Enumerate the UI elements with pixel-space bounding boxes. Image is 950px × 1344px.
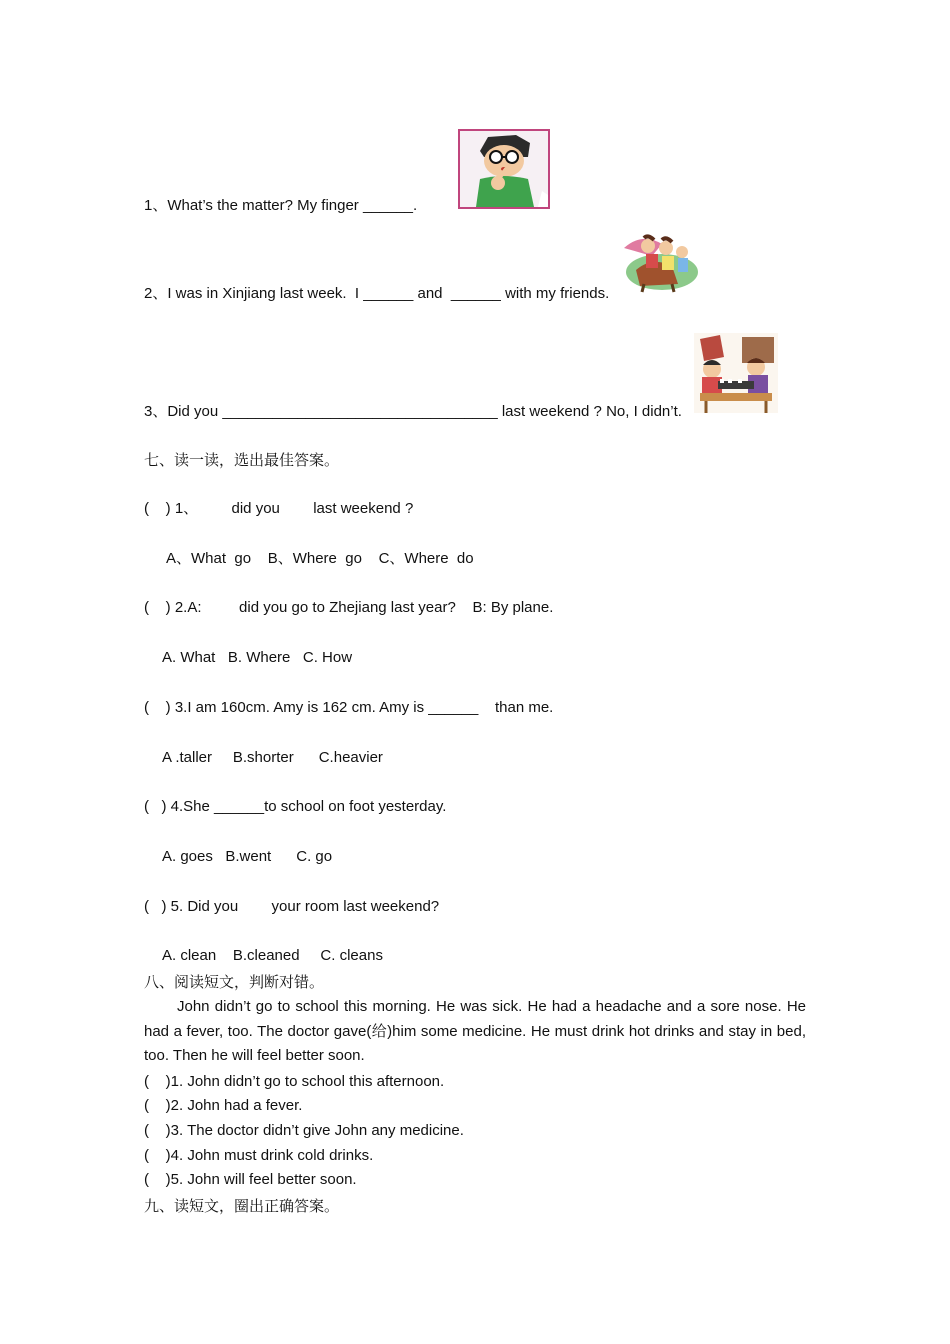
section-7-heading: 七、读一读，选出最佳答案。 [144, 451, 340, 469]
picture-question-1: 1、What’s the matter? My finger ______. [144, 197, 418, 214]
picture-question-3: 3、Did you _________________________________ last weekend ? No, I didn’t. [144, 403, 682, 420]
children-playing-chess-picture [694, 333, 778, 413]
mc-question-5: ( ) 5. Did you your room last weekend? [144, 898, 440, 915]
reading-passage [144, 995, 806, 1069]
children-riding-picture [622, 226, 700, 294]
true-false-item-1: ( )1. John didn’t go to school this afternoon. [144, 1073, 445, 1090]
mc-options-5: A. clean B.cleaned C. cleans [162, 947, 383, 964]
true-false-item-5: ( )5. John will feel better soon. [144, 1171, 357, 1188]
mc-options-4: A. goes B.went C. go [162, 848, 333, 865]
mc-question-2: ( ) 2.A: did you go to Zhejiang last year? B: By plane. [144, 599, 554, 616]
mc-options-2: A. What B. Where C. How [162, 649, 353, 666]
mc-options-3: A .taller B.shorter C.heavier [162, 749, 383, 766]
mc-question-3: ( ) 3.I am 160cm. Amy is 162 cm. Amy is ______ than me. [144, 699, 554, 716]
mc-question-1: ( ) 1、 did you last weekend ? [144, 500, 414, 517]
section-9-heading: 九、读短文，圈出正确答案。 [144, 1197, 340, 1215]
section-8-heading: 八、阅读短文，判断对错。 [144, 973, 325, 991]
true-false-item-2: ( )2. John had a fever. [144, 1097, 303, 1114]
passage-text: John didn’t go to school this morning. He was sick. He had a headache and a sore nose. He had a fever, too. The doctor gave(给)him some medicine. He must drink hot drinks and stay in bed, too. Then he will feel better soon. [144, 998, 806, 1064]
true-false-item-4: ( )4. John must drink cold drinks. [144, 1147, 374, 1164]
picture-question-2: 2、I was in Xinjiang last week. I ______ and ______ with my friends. [144, 285, 610, 302]
boy-hurt-finger-picture [458, 129, 550, 209]
mc-options-1: A、What go B、Where go C、Where do [166, 550, 474, 567]
true-false-item-3: ( )3. The doctor didn’t give John any medicine. [144, 1122, 464, 1139]
mc-question-4: ( ) 4.She ______to school on foot yesterday. [144, 798, 447, 815]
